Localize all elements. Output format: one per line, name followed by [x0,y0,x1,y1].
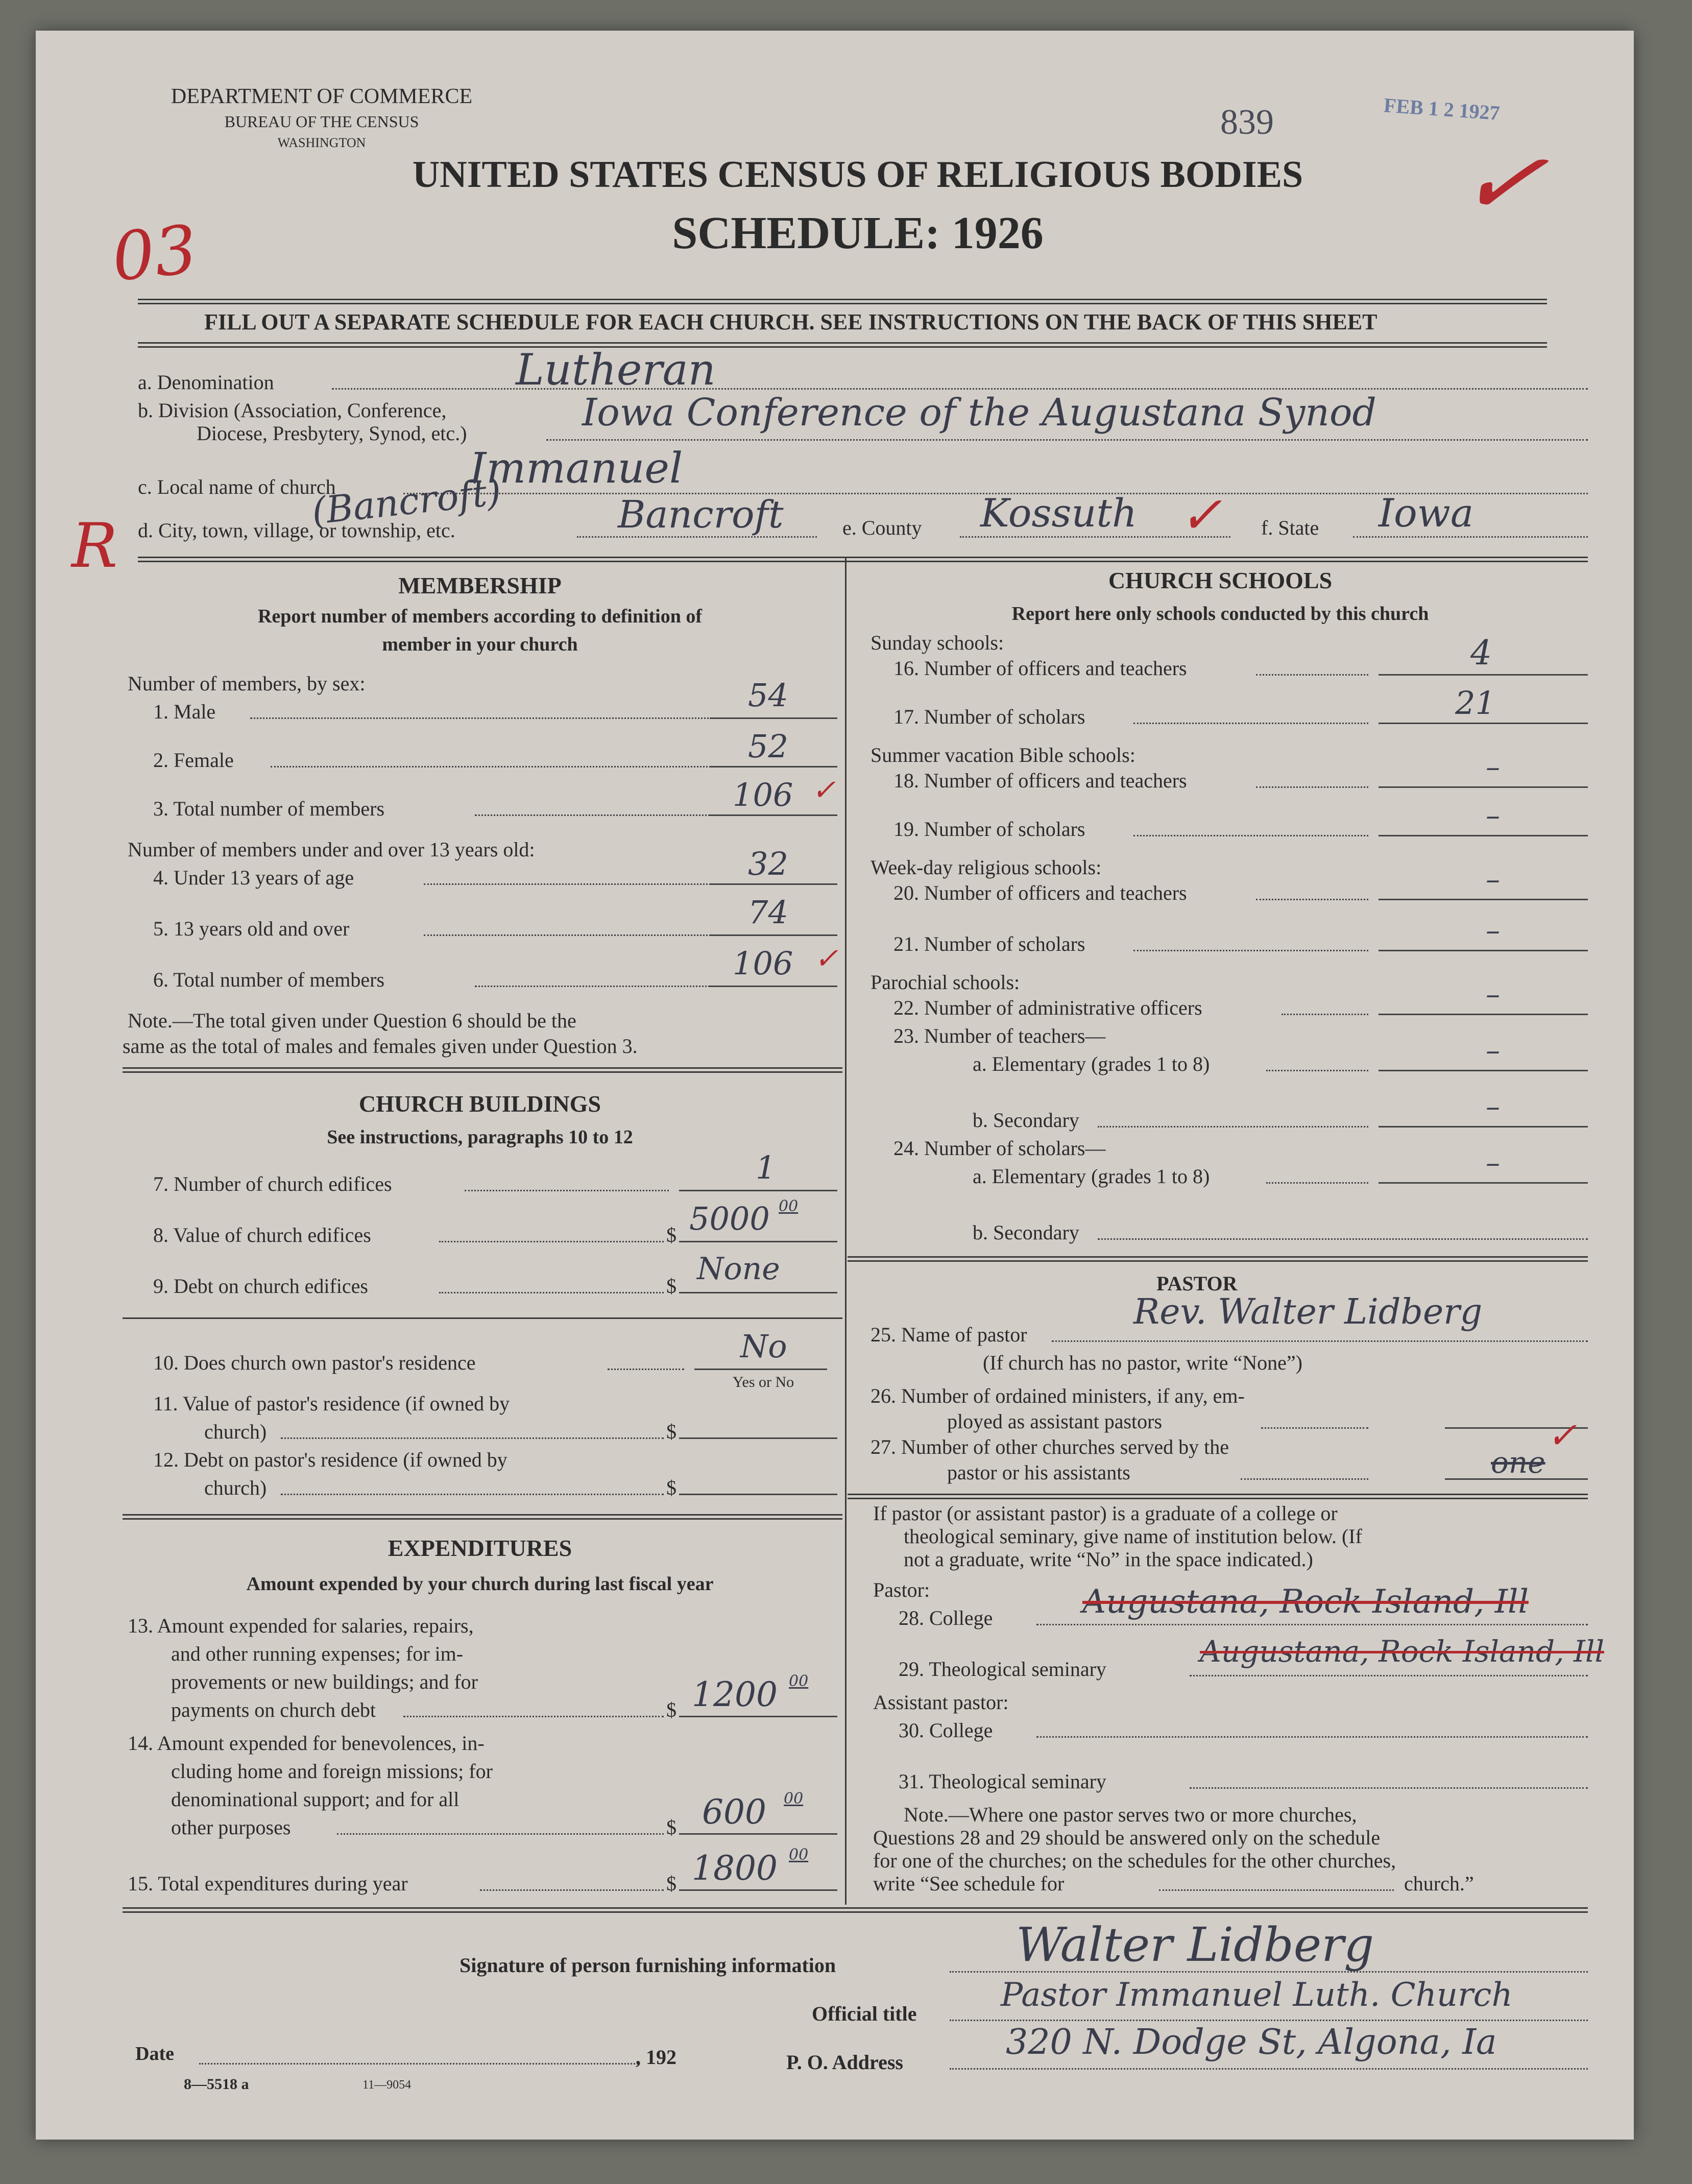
graduate-instructions: If pastor (or assistant pastor) is a graduate of a college or [873,1502,1338,1525]
po-address-line [950,2068,1588,2070]
q24b-label: b. Secondary [973,1221,1079,1244]
q13-value[interactable]: 1200 [692,1675,778,1714]
red-code-annotation: 03 [108,210,201,297]
q27-value[interactable]: one [1491,1445,1545,1480]
q3-total-value[interactable]: 106 [733,776,793,813]
date-label: Date [135,2043,174,2065]
q30-label: 30. College [899,1719,993,1742]
q21-label: 21. Number of scholars [893,932,1085,955]
buildings-heading: CHURCH BUILDINGS [358,1091,601,1117]
footer-rule [123,1907,1588,1913]
q20-answer-line [1379,899,1588,900]
q6-answer-line [710,986,837,987]
header-rule-bottom [138,342,1547,348]
q4-under13-value[interactable]: 32 [748,845,788,882]
q13-dollar: $ [666,1698,676,1721]
state-value[interactable]: Iowa [1379,490,1474,536]
q11-dollar: $ [666,1420,676,1443]
q24b-line [1098,1238,1588,1240]
q14-value[interactable]: 600 [702,1792,766,1832]
bureau-heading: BUREAU OF THE CENSUS [224,112,419,131]
q17-answer-line [1379,723,1588,724]
q13-label-3: provements or new buildings; and for [171,1670,478,1693]
q10-line [608,1369,684,1370]
q10-value[interactable]: No [740,1328,787,1365]
official-title-value[interactable]: Pastor Immanuel Luth. Church [1001,1976,1513,2014]
q17-value[interactable]: 21 [1455,684,1495,722]
q1-line [250,717,725,719]
q8-value[interactable]: 5000 [689,1200,770,1237]
division-value[interactable]: Iowa Conference of the Augustana Synod [582,391,1376,435]
q31-answer-field[interactable] [1190,1787,1588,1789]
q2-answer-line [710,766,837,767]
local-name-value[interactable]: Immanuel [470,444,683,493]
q2-female-label: 2. Female [153,749,234,772]
q8-label: 8. Value of church edifices [153,1223,371,1246]
schools-heading: CHURCH SCHOOLS [1108,567,1333,593]
instructions-banner: FILL OUT A SEPARATE SCHEDULE FOR EACH CHURCH. SEE INSTRUCTIONS ON THE BACK OF THIS SHEET [204,309,1377,334]
city-value[interactable]: Bancroft [618,493,784,537]
assistant-pastor-subheading: Assistant pastor: [873,1691,1009,1714]
q23-label: 23. Number of teachers— [893,1024,1106,1047]
membership-heading: MEMBERSHIP [398,572,562,598]
q22-line [1282,1014,1368,1015]
q12-label-cont: church) [204,1476,267,1499]
membership-note-cont: same as the total of males and females given under Question 3. [123,1035,638,1058]
q23b-line [1098,1126,1368,1127]
q18-answer-line [1379,786,1588,788]
pastor-subheading: Pastor: [873,1578,930,1601]
yes-no-hint: Yes or No [732,1374,794,1390]
graduate-instructions-2: theological seminary, give name of institution below. (If [904,1525,1362,1548]
q25-value[interactable]: Rev. Walter Lidberg [1133,1292,1483,1332]
q1-male-value[interactable]: 54 [748,677,788,714]
signature-label: Signature of person furnishing information [460,1954,836,1977]
q4-under13-label: 4. Under 13 years of age [153,866,354,889]
q10-label: 10. Does church own pastor's residence [153,1351,476,1374]
q16-label: 16. Number of officers and teachers [893,657,1187,680]
q12-line [281,1494,664,1495]
q19-answer-line [1379,835,1588,836]
q6-total-value[interactable]: 106 [733,945,793,982]
red-r-annotation: R [71,511,118,582]
q26-label: 26. Number of ordained ministers, if any, em- [871,1384,1245,1407]
date-field[interactable] [199,2063,638,2065]
q2-line [271,766,720,767]
column-divider [845,557,847,1905]
q1-answer-line [710,717,837,719]
q18-line [1256,786,1368,788]
date-year: , 192 [636,2046,676,2069]
q29-value[interactable]: Augustana, Rock Island, Ill [1200,1634,1605,1669]
q12-label: 12. Debt on pastor's residence (if owned by [153,1448,507,1471]
q20-value[interactable]: – [1486,863,1500,896]
q8-cents: 00 [779,1197,799,1215]
q27-label: 27. Number of other churches served by the [871,1435,1229,1458]
q23a-answer-line [1379,1070,1588,1071]
city-label: d. City, town, village, or township, etc. [138,519,455,542]
city-annotation: (Bancroft) [309,470,503,533]
pastor-note-4-end: church.” [1404,1872,1474,1895]
q30-answer-field[interactable] [1036,1736,1588,1738]
q23b-label: b. Secondary [973,1109,1079,1132]
po-address-value[interactable]: 320 N. Dodge St, Algona, Ia [1006,2022,1497,2062]
local-name-label: c. Local name of church [138,475,336,498]
q15-answer-line [679,1889,837,1891]
form-number: 8—5518 a [184,2076,249,2093]
q18-value[interactable]: – [1486,751,1500,784]
q14-label-2: cluding home and foreign missions; for [171,1760,493,1783]
denomination-value[interactable]: Lutheran [516,345,716,395]
q18-label: 18. Number of officers and teachers [893,769,1187,792]
q14-label-3: denominational support; and for all [171,1788,460,1811]
membership-intro-cont: member in your church [382,634,578,655]
pastor-note-3: for one of the churches; on the schedules for the other churches, [873,1849,1396,1872]
members-by-age-label: Number of members under and over 13 years old: [128,838,535,861]
header-rule-top [138,299,1547,304]
pastor-note-2: Questions 28 and 29 should be answered only on the schedule [873,1826,1381,1849]
q17-label: 17. Number of scholars [893,705,1085,728]
q12-dollar: $ [666,1476,676,1499]
q12-answer-field[interactable] [679,1494,837,1495]
q13-answer-line [679,1716,837,1717]
buildings-rule [123,1514,842,1520]
q13-cents: 00 [789,1672,809,1690]
q9-label: 9. Debt on church edifices [153,1275,368,1298]
serial-number: 839 [1220,103,1274,142]
q27-line [1241,1478,1368,1480]
q2-female-value[interactable]: 52 [748,728,788,765]
q22-label: 22. Number of administrative officers [893,996,1202,1019]
sunday-schools-label: Sunday schools: [871,631,1004,654]
q13-label-4: payments on church debt [171,1698,376,1721]
q20-line [1256,899,1368,900]
official-title-label: Official title [812,2002,917,2025]
q21-line [1133,950,1368,951]
q8-dollar: $ [666,1223,676,1246]
q3-check-icon: ✓ [812,774,836,807]
membership-rule [123,1067,842,1073]
q15-dollar: $ [666,1872,676,1895]
q28-label: 28. College [899,1606,993,1629]
q24-label: 24. Number of scholars— [893,1137,1106,1160]
denomination-label: a. Denomination [138,371,274,394]
q23b-value[interactable]: – [1486,1090,1500,1123]
q14-cents: 00 [784,1790,804,1808]
q20-label: 20. Number of officers and teachers [893,881,1187,904]
q21-answer-line [1379,950,1588,951]
county-label: e. County [842,516,922,539]
q3-answer-line [710,814,837,816]
q25-label: 25. Name of pastor [871,1323,1027,1346]
q5-answer-line [710,934,837,936]
q11-label: 11. Value of pastor's residence (if owned by [153,1392,510,1415]
q24a-line [1266,1182,1368,1184]
q26-label-cont: ployed as assistant pastors [947,1410,1163,1433]
q14-line [337,1833,664,1835]
q27-label-cont: pastor or his assistants [947,1461,1130,1484]
q16-value[interactable]: 4 [1470,633,1492,673]
q19-line [1133,835,1368,836]
q29-label: 29. Theological seminary [899,1658,1106,1681]
q11-line [281,1437,664,1439]
q28-value[interactable]: Augustana, Rock Island, Ill [1082,1583,1529,1621]
state-label: f. State [1261,516,1319,539]
schools-intro: Report here only schools conducted by this church [1011,603,1429,625]
q21-value[interactable]: – [1486,914,1500,947]
q23a-label: a. Elementary (grades 1 to 8) [973,1052,1210,1075]
q13-label: 13. Amount expended for salaries, repairs, [128,1614,474,1637]
received-date-stamp: FEB 1 2 1927 [1383,93,1501,125]
q6-total-label: 6. Total number of members [153,968,385,991]
q5-over13-value[interactable]: 74 [748,894,788,931]
q24a-label: a. Elementary (grades 1 to 8) [973,1165,1210,1188]
buildings-sub-rule [123,1317,842,1319]
membership-intro: Report number of members according to definition of [257,606,703,627]
q25-line [1052,1340,1588,1342]
pastor-note-line [1159,1889,1394,1891]
q28-line [1036,1624,1588,1625]
q22-answer-line [1379,1014,1588,1015]
q9-line [439,1292,664,1293]
q6-check-icon: ✓ [814,942,838,975]
form-title: UNITED STATES CENSUS OF RELIGIOUS BODIES [412,154,1303,196]
members-by-sex-label: Number of members, by sex: [128,672,366,695]
county-value[interactable]: Kossuth [980,490,1137,536]
q27-check-icon: ✓ [1547,1414,1577,1456]
q9-answer-line [679,1292,837,1293]
signature-value[interactable]: Walter Lidberg [1016,1917,1374,1972]
schools-rule [848,1256,1588,1262]
division-line [546,439,1588,441]
q9-dollar: $ [666,1275,676,1298]
buildings-sub: See instructions, paragraphs 10 to 12 [327,1126,633,1148]
division-label: b. Division (Association, Conference, [138,399,447,422]
q4-line [424,883,720,885]
graduate-instructions-3: not a graduate, write “No” in the space indicated.) [904,1548,1313,1571]
q4-answer-line [710,883,837,885]
city-heading: WASHINGTON [277,135,366,150]
state-line [1353,536,1588,538]
q14-label-4: other purposes [171,1816,291,1839]
q1-male-label: 1. Male [153,700,216,723]
q3-line [475,814,720,816]
po-address-label: P. O. Address [786,2051,903,2074]
q19-value[interactable]: – [1486,799,1500,832]
census-form-sheet [36,31,1634,2140]
q15-line [480,1889,664,1891]
q6-line [475,986,720,987]
q23a-line [1266,1070,1368,1071]
division-label-cont: Diocese, Presbytery, Synod, etc.) [197,422,467,445]
expenditures-heading: EXPENDITURES [388,1535,572,1561]
q14-answer-line [679,1833,837,1835]
q22-value[interactable]: – [1486,978,1500,1011]
q11-label-cont: church) [204,1420,267,1443]
weekday-schools-label: Week-day religious schools: [871,856,1102,879]
q25-note: (If church has no pastor, write “None”) [983,1351,1302,1374]
parochial-schools-label: Parochial schools: [871,971,1020,994]
q23a-value[interactable]: – [1486,1034,1500,1067]
expenditures-sub: Amount expended by your church during last fiscal year [246,1573,714,1595]
q14-label: 14. Amount expended for benevolences, in- [128,1732,485,1755]
q16-line [1256,674,1368,676]
q23b-answer-line [1379,1126,1588,1127]
q9-value[interactable]: None [697,1251,780,1287]
q7-value[interactable]: 1 [756,1149,776,1186]
red-check-mark-icon: ✓ [1451,116,1556,248]
q26-line [1261,1427,1368,1429]
q8-answer-line [679,1241,837,1242]
pastor-note: Note.—Where one pastor serves two or more churches, [904,1803,1357,1826]
q15-cents: 00 [789,1846,809,1864]
q24a-value[interactable]: – [1486,1146,1500,1180]
membership-note: Note.—The total given under Question 6 should be the [128,1009,576,1032]
q29-line [1190,1675,1588,1676]
q24a-answer-line [1379,1182,1588,1184]
county-check-icon: ✓ [1179,485,1222,545]
q3-total-label: 3. Total number of members [153,797,385,820]
schedule-title: SCHEDULE: 1926 [672,208,1044,258]
q14-dollar: $ [666,1816,676,1839]
identity-rule [138,557,1588,562]
q5-line [424,934,720,936]
pastor-heading: PASTOR [1156,1272,1238,1295]
q8-line [439,1241,664,1242]
q13-label-2: and other running expenses; for im- [171,1642,464,1665]
pastor-rule [848,1494,1588,1499]
q15-value[interactable]: 1800 [692,1849,778,1888]
q16-answer-line [1379,674,1588,676]
official-title-line [950,2020,1588,2021]
q17-line [1133,723,1368,724]
print-number: 11—9054 [362,2078,412,2092]
q7-answer-line [679,1190,837,1191]
department-heading: DEPARTMENT OF COMMERCE [171,85,473,108]
q15-label: 15. Total expenditures during year [128,1872,408,1895]
q13-line [403,1716,664,1717]
q7-label: 7. Number of church edifices [153,1172,392,1195]
summer-schools-label: Summer vacation Bible schools: [871,743,1135,766]
q10-answer-line [694,1369,827,1370]
q11-answer-field[interactable] [679,1437,837,1439]
q19-label: 19. Number of scholars [893,818,1085,841]
pastor-note-4: write “See schedule for [873,1872,1065,1895]
q31-label: 31. Theological seminary [899,1770,1106,1793]
q7-line [465,1190,669,1191]
q5-over13-label: 5. 13 years old and over [153,917,350,940]
